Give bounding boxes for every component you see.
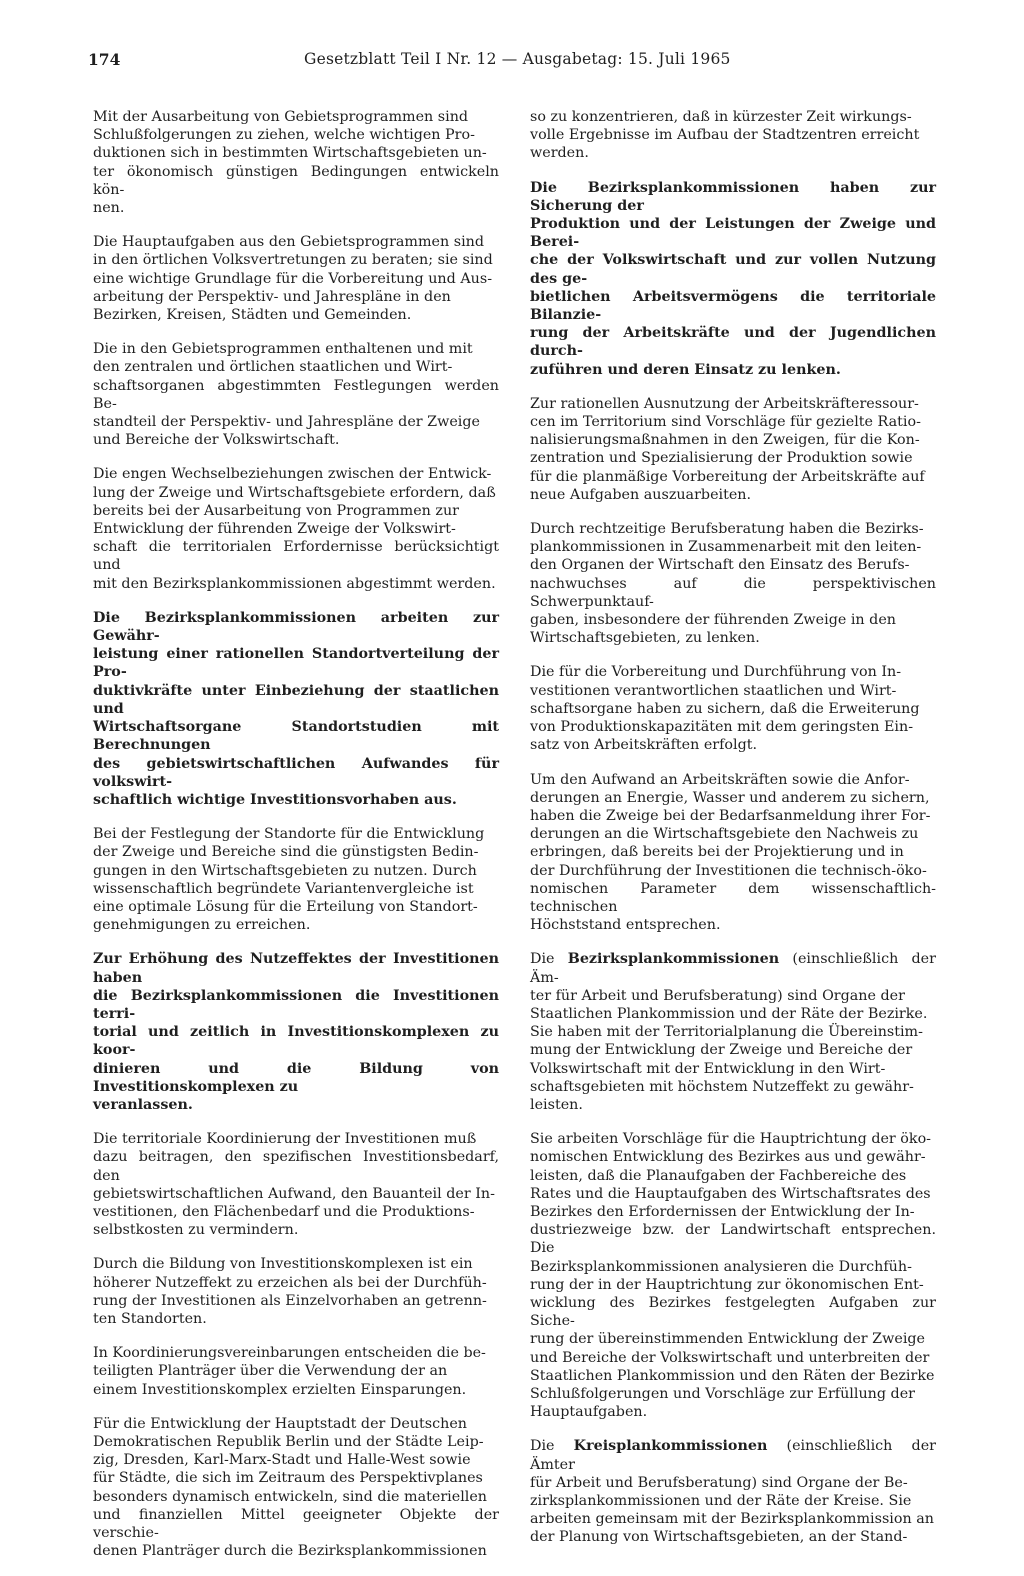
page-number: 174: [88, 50, 121, 69]
bold-term-bezirksplankommissionen: Bezirksplankommissionen: [567, 951, 780, 968]
paragraph: Bei der Festlegung der Standorte für die Entwicklung der Zweige und Bereiche sind die günstigsten Bedin- gungen in den Wirtschaftsgebieten zu nutzen. Durch wissenschaftlich begründete Variantenvergleiche ist eine optimale Lösung für die Erteilung von Standort- genehmigungen zu erreichen.: [93, 826, 485, 934]
paragraph: In Koordinierungsvereinbarungen entscheiden die be- teiligten Planträger über die Verwendung der an einem Investitionskomplex erzielten Einsparungen.: [93, 1345, 486, 1398]
paragraph: Sie arbeiten Vorschläge für die Hauptrichtung der öko- nomischen Entwicklung des Bezirkes aus und gewähr- leisten, daß die Planaufgaben der Fachbereiche des Rates und die Hauptaufgaben des Wirtschaftsrates des Bezirkes den Erfordernissen der Entwicklung der In- dustriezweige bzw. der Landwirtschaft entsprechen. Die Bezirksplankommissionen analysieren die Durchfüh- rung der in der Hauptrichtung zur ökonomischen Ent- wicklung des Bezirkes festgelegten Aufgaben zur Siche- rung der übereinstimmenden Entwicklung der Zweige und Bereiche der Volkswirtschaft und unterbreiten der Staatlichen Plankommission und den Räten der Bezirke Schlußfolgerungen und Vorschläge zur Erfüllung der Hauptaufgaben.: [530, 1131, 936, 1421]
bold-paragraph: Die Bezirksplankommissionen arbeiten zur Gewähr- leistung einer rationellen Standortverteilung der Pro- duktivkräfte unter Einbeziehung der staatlichen und Wirtschaftsorgane Standortstudien mit Berechnungen des gebietswirtschaftlichen Aufwandes für volkswirt- schaftlich wichtige Investitionsvorhaben aus.: [93, 609, 499, 808]
running-title: Gesetzblatt Teil I Nr. 12 — Ausgabetag: 15. Juli 1965: [304, 50, 731, 68]
paragraph: Die für die Vorbereitung und Durchführung von In- vestitionen verantwortlichen staatlichen und Wirt- schaftsorgane haben zu sichern, daß die Erweiterung von Produktionskapazitäten mit dem geringsten Ein- satz von Arbeitskräften erfolgt.: [530, 664, 920, 754]
paragraph-prefix: Die: [530, 1438, 574, 1455]
paragraph: Um den Aufwand an Arbeitskräften sowie die Anfor- derungen an Energie, Wasser und anderem zu sichern, haben die Zweige bei der Bedarfsanmeldung ihrer For- derungen an die Wirtschaftsgebiete den Nachweis zu erbringen, daß bereits bei der Projektierung und in der Durchführung der Investitionen die technisch-öko- nomischen Parameter dem wissenschaftlich-technischen Höchststand entsprechen.: [530, 771, 936, 934]
bold-paragraph: Zur Erhöhung des Nutzeffektes der Investitionen haben die Bezirksplankommissionen die Investitionen terri- torial und zeitlich in Investitionskomplexen zu koor- dinieren und die Bildung von Investitionskomplexen zu veranlassen.: [93, 951, 499, 1113]
paragraph: [530, 950, 936, 1114]
paragraph-text: (einschließlich der Äm- ter für Arbeit und Berufsberatung) sind Organe der Staatlichen Plankommission und der Räte der Bezirke. Sie haben mit der Territorialplanung die Übereinstim- mung der Entwicklung der Zweige und Bereiche der Volkswirtschaft mit der Entwicklung in den Wirt- schaftsgebieten mit höchstem Nutzeffekt zu gewähr- leisten.: [530, 951, 936, 1113]
paragraph: Für die Entwicklung der Hauptstadt der Deutschen Demokratischen Republik Berlin und der Städte Leip- zig, Dresden, Karl-Marx-Stadt und Halle-West sowie für Städte, die sich im Zeitraum des Perspektivplanes besonders dynamisch entwickeln, sind die materiellen und finanziellen Mittel geeigneter Objekte der verschie- denen Planträger durch die Bezirksplankommissionen: [93, 1415, 499, 1560]
left-column: [93, 108, 499, 1576]
paragraph-prefix: Die: [530, 951, 568, 968]
bold-paragraph: Die Bezirksplankommissionen haben zur Sicherung der Produktion und der Leistungen der Zweige und Berei- che der Volkswirtschaft und zur vollen Nutzung des ge- bietlichen Arbeitsvermögens die territoriale Bilanzie- rung der Arbeitskräfte und der Jugendlichen durch- zuführen und deren Einsatz zu lenken.: [530, 179, 936, 378]
paragraph: Mit der Ausarbeitung von Gebietsprogrammen sind Schlußfolgerungen zu ziehen, welche wichtigen Pro- duktionen sich in bestimmten Wirtschaftsgebieten un- ter ökonomisch günstigen Bedingungen entwickeln kön- nen.: [93, 109, 499, 217]
paragraph: so zu konzentrieren, daß in kürzester Zeit wirkungs- volle Ergebnisse im Aufbau der Stadtzentren erreicht werden.: [530, 109, 920, 162]
right-column: [530, 108, 936, 1563]
paragraph: Zur rationellen Ausnutzung der Arbeitskräfteressour- cen im Territorium sind Vorschläge für gezielte Ratio- nalisierungsmaßnahmen in den Zweigen, für die Kon- zentration und Spezialisierung der Produktion sowie für die planmäßige Vorbereitung der Arbeitskräfte auf neue Aufgaben auszuarbeiten.: [530, 395, 925, 503]
paragraph-text: (einschließlich der Ämter für Arbeit und Berufsberatung) sind Organe der Be- zirksplankommissionen und der Räte der Kreise. Sie arbeiten gemeinsam mit der Bezirksplankommission an der Planung von Wirtschaftsgebieten, an der Stand-: [530, 1438, 936, 1546]
bold-term-kreisplankommissionen: Kreisplankommissionen: [573, 1438, 768, 1455]
paragraph: Durch die Bildung von Investitionskomplexen ist ein höherer Nutzeffekt zu erzeichen als bei der Durchfüh- rung der Investitionen als Einzelvorhaben an getrenn- ten Standorten.: [93, 1256, 487, 1327]
paragraph: Die territoriale Koordinierung der Investitionen muß dazu beitragen, den spezifischen Investitionsbedarf, den gebietswirtschaftlichen Aufwand, den Bauanteil der In- vestitionen, den Flächenbedarf und die Produktions- selbstkosten zu vermindern.: [93, 1131, 499, 1239]
paragraph: Die engen Wechselbeziehungen zwischen der Entwick- lung der Zweige und Wirtschaftsgebiete erfordern, daß bereits bei der Ausarbeitung von Programmen zur Entwicklung der führenden Zweige der Volkswirt- schaft die territorialen Erfordernisse berücksichtigt und mit den Bezirksplankommissionen abgestimmt werden.: [93, 466, 499, 592]
paragraph: [530, 1437, 936, 1546]
paragraph: Die in den Gebietsprogrammen enthaltenen und mit den zentralen und örtlichen staatlichen und Wirt- schaftsorganen abgestimmten Festlegungen werden Be- standteil der Perspektiv- und Jahrespläne der Zweige und Bereiche der Volkswirtschaft.: [93, 341, 499, 449]
paragraph: Durch rechtzeitige Berufsberatung haben die Bezirks- plankommissionen in Zusammenarbeit mit den leiten- den Organen der Wirtschaft den Einsatz des Berufs- nachwuchses auf die perspektivischen Schwerpunktauf- gaben, insbesondere der führenden Zweige in den Wirtschaftsgebieten, zu lenken.: [530, 521, 936, 647]
page-header: [88, 50, 936, 74]
paragraph: Die Hauptaufgaben aus den Gebietsprogrammen sind in den örtlichen Volksvertretungen zu beraten; sie sind eine wichtige Grundlage für die Vorbereitung und Aus- arbeitung der Perspektiv- und Jahrespläne in den Bezirken, Kreisen, Städten und Gemeinden.: [93, 234, 493, 324]
